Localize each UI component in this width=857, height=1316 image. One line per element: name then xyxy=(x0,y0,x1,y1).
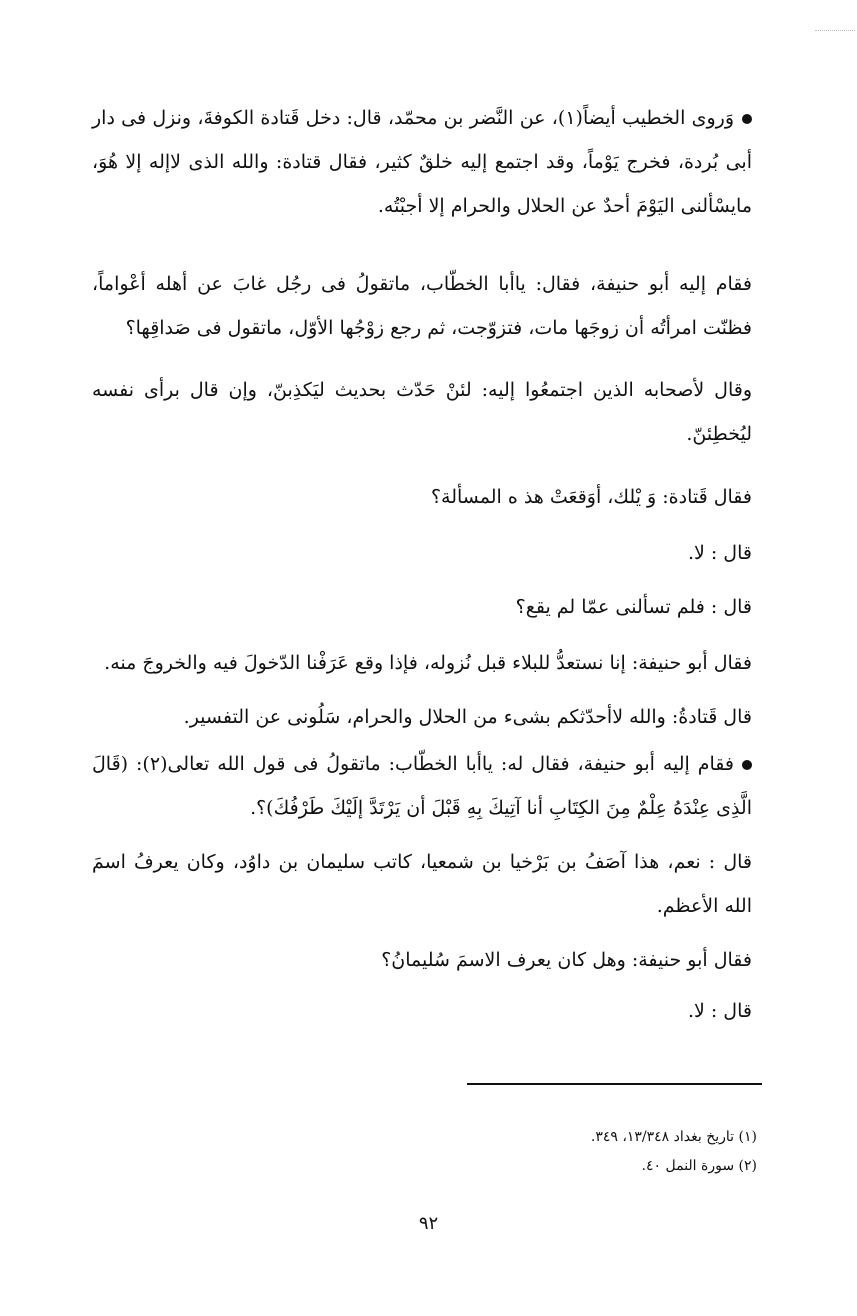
paragraph-12: قال : لا. xyxy=(687,1000,752,1022)
paragraph-6: قال : فلم تسألنى عمّا لم يقع؟ xyxy=(515,596,752,618)
paragraph-2: فقام إليه أبو حنيفة، فقال: ياأبا الخطّاب، ماتقولُ فى رجُل غابَ عن أهله أعْواماً، فظنّت امرأتُه أن زوجَها مات، فتزوّجت، ثم رجع زوْجُها الأوّل، ماتقول فى صَداقِها؟ xyxy=(92,273,752,339)
paragraph-5: قال : لا. xyxy=(687,542,752,564)
scan-artifact xyxy=(815,30,855,33)
page-number: ٩٢ xyxy=(418,1213,439,1234)
footnote-1: (١) تاريخ بغداد ١٣/٣٤٨، ٣٤٩. xyxy=(590,1129,757,1145)
paragraph-10: قال : نعم، هذا آصَفُ بن بَرْخيا بن شمعيا، كاتب سليمان بن داوُد، وكان يعرفُ اسمَ الله الأعظم. xyxy=(92,851,752,917)
paragraph-1: وَروى الخطيب أيضاً(١)، عن النَّضر بن محمّد، قال: دخل قَتادة الكوفةَ، ونزل فى دار أبى بُردة، فخرج يَوْماً، وقد اجتمع إليه خلقٌ كثير، فقال قتادة: والله الذى لاإله إلا هُوَ، مايسْألنى اليَوْمَ أحدٌ عن الحلال والحرام إلا أجبْتُه. xyxy=(92,107,752,217)
paragraph-11: فقال أبو حنيفة: وهل كان يعرف الاسمَ سُليمانُ؟ xyxy=(381,949,752,971)
paragraph-7: فقال أبو حنيفة: إنا نستعدُّ للبلاء قبل نُزوله، فإذا وقع عَرَفْنا الدّخولَ فيه والخروجَ منه. xyxy=(104,652,752,674)
footnote-divider xyxy=(467,1083,762,1085)
paragraph-9: فقام إليه أبو حنيفة، فقال له: ياأبا الخطّاب: ماتقولُ فى قول الله تعالى(٢): (قَالَ الَّذِى عِنْدَهُ عِلْمٌ مِنَ الكِتَابِ أنا آتِيكَ بِهِ قَبْلَ أن يَرْتَدَّ إلَيْكَ طَرْفُكَ)؟. xyxy=(92,753,752,819)
paragraph-3: وقال لأصحابه الذين اجتمعُوا إليه: لئنْ حَدّث بحديث ليَكذِبنّ، وإن قال برأى نفسه ليُخطِئنّ. xyxy=(92,379,752,445)
bullet-icon xyxy=(742,114,752,124)
paragraph-8: قال قَتادةُ: والله لاأحدّثكم بشىء من الحلال والحرام، سَلُونى عن التفسير. xyxy=(183,706,752,728)
bullet-icon xyxy=(742,760,752,770)
footnote-2: (٢) سورة النمل ٤٠. xyxy=(641,1158,757,1174)
paragraph-4: فقال قَتادة: وَ يْلك، أوَقعَتْ هذ ه المسألة؟ xyxy=(430,486,752,508)
